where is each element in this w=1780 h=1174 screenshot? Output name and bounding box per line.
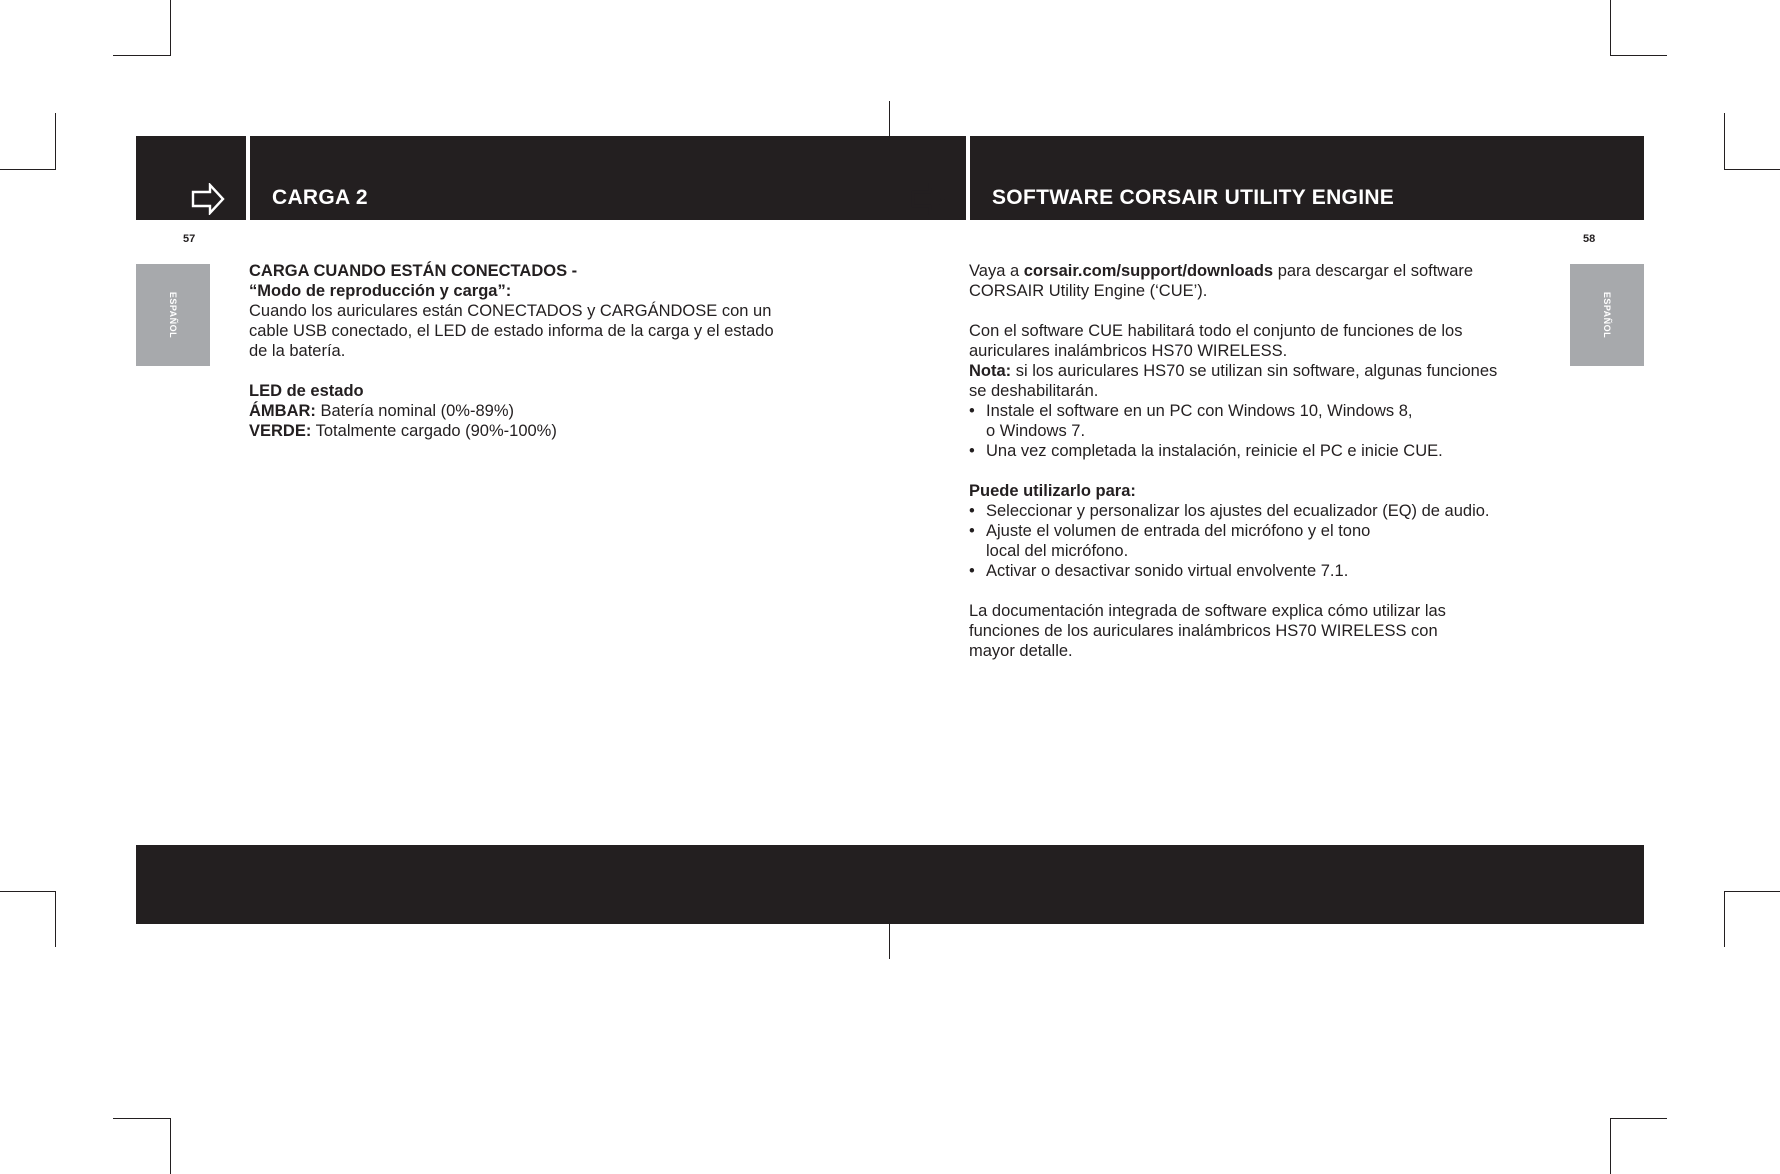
led-green-row (249, 421, 849, 441)
install-bullet-1-line1: Instale el software en un PC con Windows 10, Windows 8, (986, 402, 1413, 420)
footer-bar (136, 845, 1644, 924)
cue-paragraph-line2: auriculares inalámbricos HS70 WIRELESS. (969, 342, 1288, 360)
left-language-tab (136, 264, 210, 366)
note-text: si los auriculares HS70 se utilizan sin software, algunas funciones (1011, 362, 1498, 380)
right-page-title: SOFTWARE CORSAIR UTILITY ENGINE (992, 186, 1395, 209)
uses-heading: Puede utilizarlo para: (969, 482, 1136, 500)
charging-intro-line2: cable USB conectado, el LED de estado informa de la carga y el estado (249, 322, 774, 340)
uses-bullet-1: • Seleccionar y personalizar los ajustes del ecualizador (EQ) de audio. (969, 502, 1490, 520)
amber-text: Batería nominal (0%-89%) (315, 402, 514, 420)
cue-paragraph-line1: Con el software CUE habilitará todo el conjunto de funciones de los (969, 322, 1463, 340)
charging-heading-line1: CARGA CUANDO ESTÁN CONECTADOS - (249, 262, 578, 280)
led-amber-row (249, 401, 849, 421)
install-bullet-2: • Una vez completada la instalación, reinicie el PC e inicie CUE. (969, 442, 1443, 460)
right-page-number: 58 (1583, 233, 1596, 245)
amber-label: ÁMBAR: (249, 402, 316, 420)
left-language-label: ESPAÑOL (168, 291, 178, 339)
uses-bullet-3: • Activar o desactivar sonido virtual envolvente 7.1. (969, 562, 1349, 580)
note-line1 (969, 361, 1569, 381)
uses-bullet-1-line1: Seleccionar y personalizar los ajustes del ecualizador (EQ) de audio. (986, 502, 1490, 520)
uses-bullet-2-line2: local del micrófono. (986, 542, 1129, 560)
download-paragraph-line2: CORSAIR Utility Engine (‘CUE’). (969, 282, 1208, 300)
uses-bullet-2-line1: Ajuste el volumen de entrada del micrófono y el tono (986, 522, 1371, 540)
uses-bullet-2: • Ajuste el volumen de entrada del micrófono y el tono local del micrófono. (969, 522, 1371, 560)
note-line2: se deshabilitarán. (969, 382, 1099, 400)
green-label: VERDE: (249, 422, 312, 440)
download-paragraph-line1 (969, 261, 1569, 281)
install-bullet-2-line1: Una vez completada la instalación, reinicie el PC e inicie CUE. (986, 442, 1443, 460)
download-prefix: Vaya a (969, 262, 1024, 280)
install-bullet-1-line2: o Windows 7. (986, 422, 1086, 440)
left-arrow-icon (191, 183, 225, 215)
download-link[interactable]: corsair.com/support/downloads (1023, 262, 1274, 280)
right-language-tab (1570, 264, 1644, 366)
docs-paragraph-line2: funciones de los auriculares inalámbricos HS70 WIRELESS con (969, 622, 1438, 640)
charging-heading-line2: “Modo de reproducción y carga”: (249, 282, 512, 300)
charging-intro-line3: de la batería. (249, 342, 346, 360)
install-bullet-1: • Instale el software en un PC con Windows 10, Windows 8, o Windows 7. (969, 402, 1413, 440)
docs-paragraph-line3: mayor detalle. (969, 642, 1073, 660)
right-language-label: ESPAÑOL (1602, 291, 1612, 339)
uses-bullet-3-line1: Activar o desactivar sonido virtual envolvente 7.1. (986, 562, 1349, 580)
right-arrow-icon (911, 183, 945, 215)
right-page-body (969, 261, 1569, 661)
green-text: Totalmente cargado (90%-100%) (311, 422, 557, 440)
charging-intro-line1: Cuando los auriculares están CONECTADOS y CARGÁNDOSE con un (249, 302, 772, 320)
note-label: Nota: (969, 362, 1012, 380)
download-suffix: para descargar el software (1273, 262, 1474, 280)
left-page-title: CARGA 2 (272, 186, 368, 209)
led-heading: LED de estado (249, 382, 364, 400)
left-page-body (249, 261, 849, 441)
docs-paragraph-line1: La documentación integrada de software explica cómo utilizar las (969, 602, 1446, 620)
left-page-number: 57 (183, 233, 196, 245)
